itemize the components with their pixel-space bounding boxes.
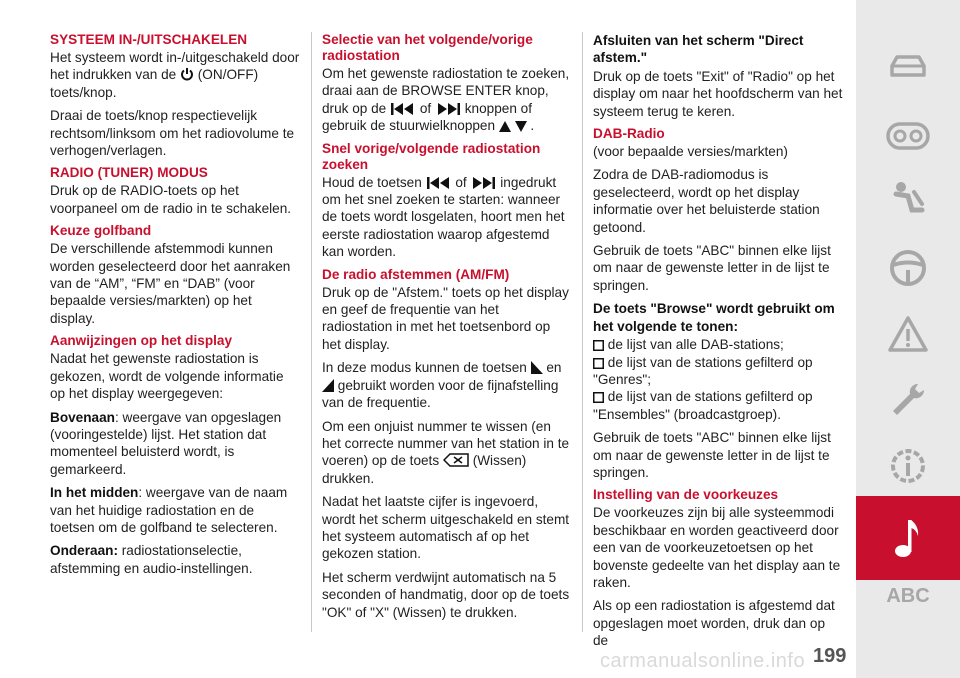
paragraph <box>322 174 572 261</box>
previous-track-icon <box>390 103 416 115</box>
watermark: carmanualsonline.info <box>600 650 806 672</box>
heading-snel-zoeken: Snel vorige/volgende radiostation zoeken <box>322 140 541 172</box>
text: Om het gewenste radiostation te zoeken, draai aan de BROWSE ENTER knop, druk op de <box>322 66 570 116</box>
arrow-right-icon <box>531 361 543 374</box>
text: . <box>530 118 535 134</box>
column-2 <box>322 32 572 627</box>
text: de lijst van de stations gefilterd op "Ensembles" (broadcastgroep). <box>593 389 813 422</box>
text: gebruikt worden voor de fijnafstelling van de frequentie. <box>322 377 559 411</box>
text: knoppen of gebruik de stuurwielknoppen <box>322 100 532 134</box>
next-track-icon <box>470 177 496 189</box>
text: radiostationselectie, afstemming en audio-instellingen. <box>50 543 253 576</box>
arrow-left-icon <box>322 379 334 392</box>
paragraph: De voorkeuzes zijn bij alle systeemmodi beschikbaar en worden geactiveerd door een van de voorkeuzetoetsen op het bovenste gedeelte van het display aan te raken. <box>593 505 841 590</box>
sidebar-item-safety[interactable] <box>856 172 960 228</box>
text: of <box>455 174 467 190</box>
sidebar-item-driving[interactable] <box>856 240 960 296</box>
list-item <box>593 354 843 389</box>
text: de lijst van de stations gefilterd op "Genres"; <box>593 354 813 387</box>
warning-triangle-icon <box>887 315 929 353</box>
text: Om een onjuist nummer te wissen (en het correcte nummer van het station in te voeren) op de toets <box>322 418 570 469</box>
checkbox-icon <box>593 340 604 351</box>
column-1 <box>50 32 300 583</box>
label-bovenaan: Bovenaan <box>50 409 115 425</box>
paragraph <box>322 418 572 488</box>
checkbox-icon <box>593 392 604 403</box>
page-number: 199 <box>813 645 847 667</box>
sidebar-item-emergency[interactable] <box>856 306 960 362</box>
list-item <box>593 388 843 423</box>
paragraph <box>322 359 572 411</box>
paragraph: Het scherm verdwijnt automatisch na 5 seconden of handmatig, door op de toets "OK" of "X" (Wissen) te drukken. <box>322 569 570 620</box>
heading-selectie: Selectie van het volgende/vorige radiostation <box>322 32 533 63</box>
paragraph: Druk op de toets "Exit" of "Radio" op het display om naar het hoofdscherm van het systeem terug te keren. <box>593 68 843 119</box>
column-separator <box>582 32 583 632</box>
paragraph: Gebruik de toets "ABC" binnen elke lijst om naar de gewenste letter in de lijst te springen. <box>593 430 831 480</box>
chapter-sidebar <box>856 0 960 678</box>
paragraph: Nadat het gewenste radiostation is gekozen, wordt de volgende informatie op het display weergegeven: <box>50 351 284 402</box>
text: Het systeem wordt in-/uitgeschakeld door het indrukken van de <box>50 50 300 83</box>
sidebar-item-car[interactable] <box>856 38 960 94</box>
sidebar-item-maintenance[interactable] <box>856 372 960 428</box>
paragraph: Druk op de "Afstem." toets op het display en geef de frequentie van het radiostation in met het toetsenbord op het display. <box>322 284 569 352</box>
paragraph: Zodra de DAB-radiomodus is geselecteerd, wordt op het display informatie over het beluisterde station getoond. <box>593 167 820 235</box>
heading-systeem: SYSTEEM IN-/UITSCHAKELEN <box>50 32 248 47</box>
paragraph <box>50 484 300 536</box>
text: In deze modus kunnen de toetsen <box>322 360 527 376</box>
paragraph: Als op een radiostation is afgestemd dat opgeslagen moet worden, druk dan op de <box>593 598 835 649</box>
heading-keuze-golfband: Keuze golfband <box>50 223 152 239</box>
label-onderaan: Onderaan: <box>50 543 118 559</box>
music-note-icon <box>893 516 923 560</box>
text: (Wissen) drukken. <box>322 453 527 486</box>
text: : weergave van de naam van het huidige radiostation en de toetsen om de golfband te selecteren. <box>50 485 288 535</box>
car-icon <box>888 52 928 80</box>
paragraph <box>50 409 300 479</box>
heading-voorkeuzes: Instelling van de voorkeuzes <box>593 487 779 503</box>
heading-radio-tuner: RADIO (TUNER) MODUS <box>50 165 208 181</box>
dashboard-icon <box>886 122 930 150</box>
arrow-up-icon <box>499 121 511 132</box>
sidebar-item-index[interactable]: ABC <box>886 585 930 607</box>
bullet-list <box>593 336 843 423</box>
column-3 <box>593 32 843 656</box>
text: of <box>419 100 432 116</box>
seated-person-icon <box>888 180 928 220</box>
text: (ON/OFF) toets/knop. <box>50 67 259 100</box>
heading-afsluiten: Afsluiten van het scherm "Direct afstem." <box>593 33 804 66</box>
label-in-het-midden: In het midden <box>50 485 139 501</box>
paragraph: Gebruik de toets "ABC" binnen elke lijst om naar de gewenste letter in de lijst te springen. <box>593 243 831 293</box>
text: en <box>546 360 562 376</box>
backspace-icon <box>443 453 469 467</box>
text: : weergave van opgeslagen (vooringestelde) lijst. Het station dat momenteel beluisterd wordt, is gemarkeerd. <box>50 409 282 477</box>
paragraph: Draai de toets/knop respectievelijk rechtsom/linksom om het radiovolume te verhogen/verlagen. <box>50 108 295 159</box>
paragraph <box>322 65 572 135</box>
text: de lijst van alle DAB-stations; <box>607 337 784 353</box>
sidebar-item-multimedia[interactable] <box>856 496 960 580</box>
heading-browse: De toets "Browse" wordt gebruikt om het volgende te tonen: <box>593 301 835 334</box>
paragraph <box>50 49 300 101</box>
text: Houd de toetsen <box>322 174 422 190</box>
paragraph: De verschillende afstemmodi kunnen worden geselecteerd door het aanraken van de “AM”, “FM” en “DAB” (voor bepaalde versies/markten) op het display. <box>50 241 291 326</box>
heading-radio-afstemmen: De radio afstemmen (AM/FM) <box>322 266 510 282</box>
power-icon <box>180 67 194 81</box>
next-track-icon <box>435 103 461 115</box>
heading-dab-radio: DAB-Radio <box>593 126 665 142</box>
checkbox-icon <box>593 358 604 369</box>
paragraph: Nadat het laatste cijfer is ingevoerd, wordt het scherm uitgeschakeld en stemt het systeem automatisch af op het gekozen station. <box>322 494 570 562</box>
list-item <box>593 336 843 353</box>
heading-aanwijzingen: Aanwijzingen op het display <box>50 333 233 349</box>
wrench-icon <box>888 380 928 420</box>
info-gear-icon <box>887 445 929 487</box>
sidebar-item-instruments[interactable] <box>856 108 960 164</box>
arrow-down-icon <box>515 121 527 132</box>
steering-wheel-icon <box>888 248 928 288</box>
paragraph: (voor bepaalde versies/markten) <box>593 144 788 160</box>
paragraph: Druk op de RADIO-toets op het voorpaneel om de radio in te schakelen. <box>50 183 292 216</box>
sidebar-item-technical-data[interactable] <box>856 438 960 494</box>
previous-track-icon <box>426 177 452 189</box>
paragraph <box>50 542 300 577</box>
column-separator <box>311 32 312 632</box>
text: ingedrukt om het snel zoeken te starten: wanneer de toets wordt losgelaten, hoort men het eerste radiostation waarop afgestemd kan worden. <box>322 174 565 260</box>
